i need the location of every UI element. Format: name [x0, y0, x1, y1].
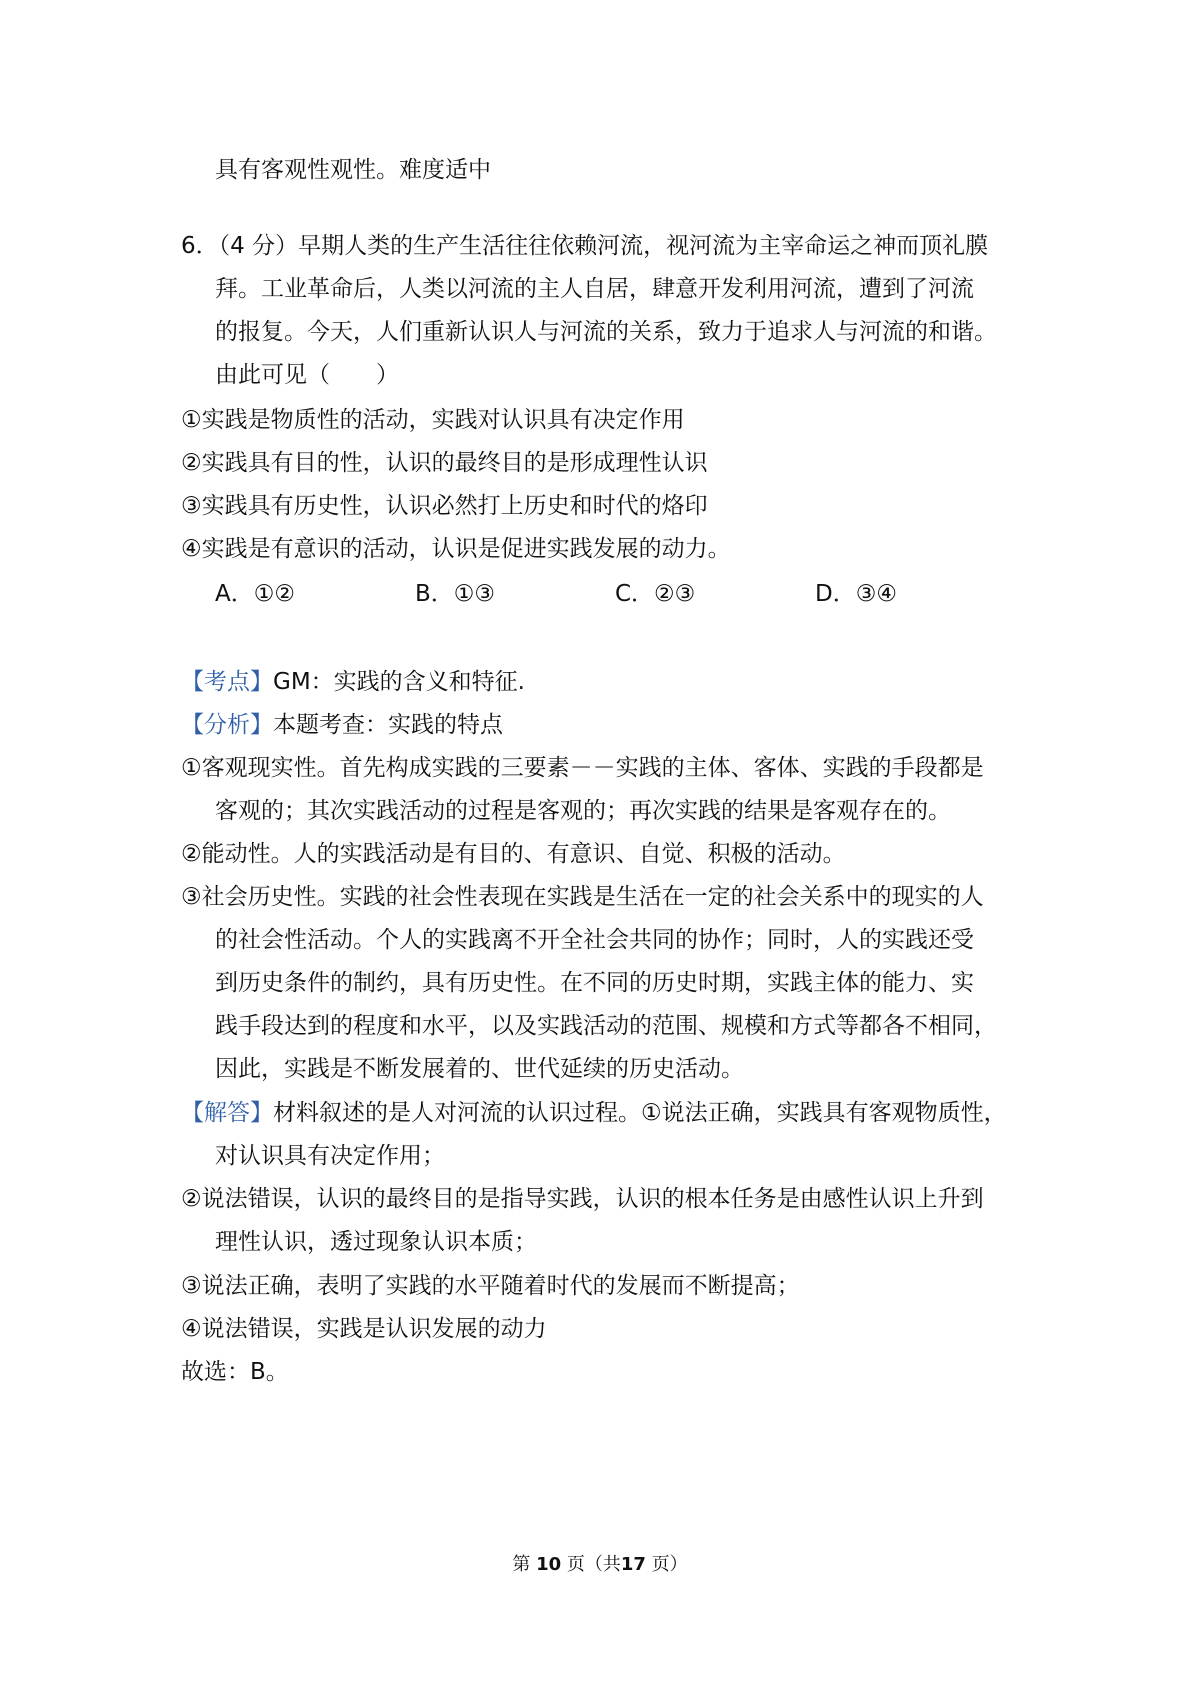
fenxi-line-3: ②能动性。人的实践活动是有目的、有意识、自觉、积极的活动。	[181, 841, 846, 867]
jieda-line	[181, 1097, 1007, 1129]
answer-options	[215, 578, 975, 610]
kaodian-line	[181, 666, 525, 698]
kaodian-tag: 【考点】	[181, 669, 273, 695]
question-line-4: 由此可见（ ）	[215, 362, 399, 388]
jieda-line-4: ③说法正确，表明了实践的水平随着时代的发展而不断提高；	[181, 1273, 800, 1299]
jieda-line-5: ④说法错误，实践是认识发展的动力	[181, 1316, 547, 1342]
footer-prefix: 第	[512, 1554, 531, 1575]
jieda-line-6: 故选：B。	[181, 1359, 289, 1385]
fenxi-line-7: 践手段达到的程度和水平，以及实践活动的范围、规模和方式等都各不相同，	[215, 1013, 997, 1039]
question-line-1	[181, 230, 988, 262]
question-line-2: 拜。工业革命后，人类以河流的主人自居，肆意开发利用河流，遭到了河流	[215, 276, 974, 302]
question-stem-text: 早期人类的生产生活往往依赖河流，视河流为主宰命运之神而顶礼膜	[298, 233, 989, 259]
question-line-3: 的报复。今天，人们重新认识人与河流的关系，致力于追求人与河流的和谐。	[215, 319, 997, 345]
page-footer	[0, 1552, 1200, 1578]
fenxi-line-8: 因此，实践是不断发展着的、世代延续的历史活动。	[215, 1056, 744, 1082]
question-number: 6．（4 分）	[181, 233, 299, 259]
jieda-tag: 【解答】	[181, 1100, 273, 1126]
jieda-line-3: 理性认识，透过现象认识本质；	[215, 1229, 537, 1255]
fenxi-line-6: 到历史条件的制约，具有历史性。在不同的历史时期，实践主体的能力、实	[215, 970, 974, 996]
option-b: B．①③	[415, 581, 496, 607]
footer-suffix: 页）	[651, 1554, 688, 1575]
kaodian-text: GM：实践的含义和特征.	[273, 669, 525, 695]
statement-4: ④实践是有意识的活动，认识是促进实践发展的动力。	[181, 536, 731, 562]
fenxi-line-1: ①客观现实性。首先构成实践的三要素－－实践的主体、客体、实践的手段都是	[181, 755, 984, 781]
statement-3: ③实践具有历史性，认识必然打上历史和时代的烙印	[181, 493, 708, 519]
footer-total-pages: 17	[620, 1554, 646, 1575]
statement-1: ①实践是物质性的活动，实践对认识具有决定作用	[181, 407, 685, 433]
fenxi-tag: 【分析】	[181, 712, 273, 738]
option-d: D．③④	[815, 581, 897, 607]
fenxi-line-4: ③社会历史性。实践的社会性表现在实践是生活在一定的社会关系中的现实的人	[181, 884, 984, 910]
fenxi-line-5: 的社会性活动。个人的实践离不开全社会共同的协作；同时，人的实践还受	[215, 927, 974, 953]
option-a: A．①②	[215, 581, 295, 607]
jieda-text: 材料叙述的是人对河流的认识过程。①说法正确，实践具有客观物质性，	[273, 1100, 1007, 1126]
intro-line: 具有客观性观性。难度适中	[215, 157, 491, 183]
footer-middle: 页（共	[566, 1554, 621, 1575]
fenxi-line	[181, 709, 503, 741]
fenxi-line-2: 客观的；其次实践活动的过程是客观的；再次实践的结果是客观存在的。	[215, 798, 951, 824]
footer-page-number: 10	[536, 1554, 562, 1575]
jieda-line-2: ②说法错误，认识的最终目的是指导实践，认识的根本任务是由感性认识上升到	[181, 1186, 984, 1212]
fenxi-text: 本题考查：实践的特点	[273, 712, 503, 738]
option-c: C．②③	[615, 581, 696, 607]
statement-2: ②实践具有目的性，认识的最终目的是形成理性认识	[181, 450, 708, 476]
jieda-line-1: 对认识具有决定作用；	[215, 1143, 445, 1169]
